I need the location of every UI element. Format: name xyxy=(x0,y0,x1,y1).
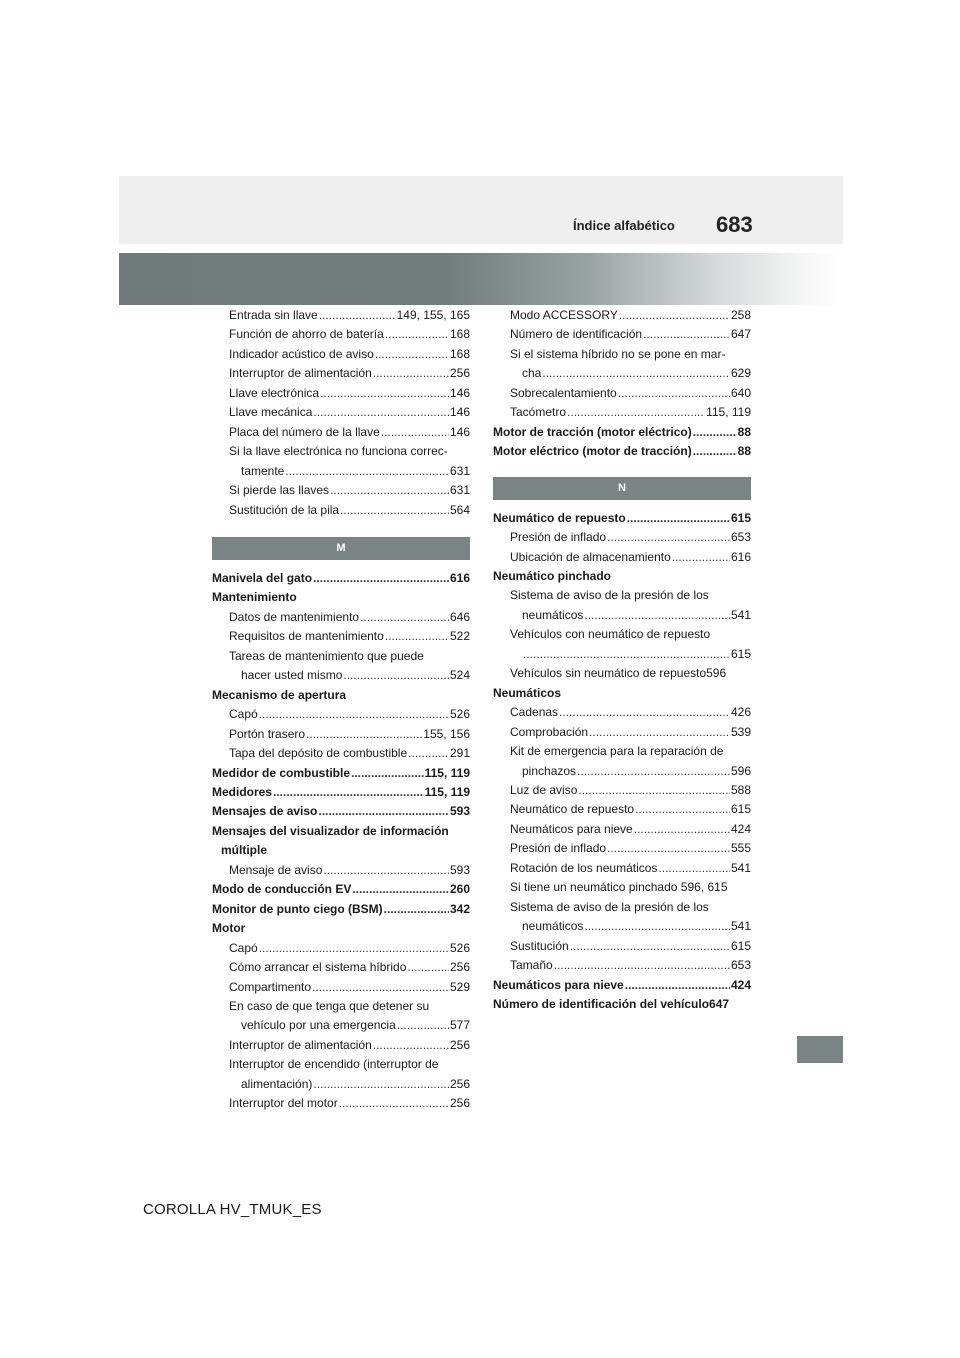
index-entry: Interruptor del motor ..... 256 xyxy=(212,1094,470,1113)
index-entry: Número de identificación del vehículo647 xyxy=(493,996,730,1011)
index-entry: Presión de inflado ..... 653 xyxy=(493,528,751,547)
index-entry: Llave electrónica ..... 146 xyxy=(212,384,470,403)
index-entry: Placa del número de la llave ..... 146 xyxy=(212,423,470,442)
index-entry: Neumático pinchado xyxy=(493,568,612,583)
index-entry: Presión de inflado ..... 555 xyxy=(493,839,751,858)
index-entry: Cómo arrancar el sistema híbrido ..... 256 xyxy=(212,958,470,977)
index-entry: Sustitución de la pila ..... 564 xyxy=(212,501,470,520)
letter-header-m: M xyxy=(212,537,470,560)
index-entry: Mensajes del visualizador de información xyxy=(212,823,449,838)
index-entry: Indicador acústico de aviso ..... 168 xyxy=(212,345,470,364)
index-entry: Motor de tracción (motor eléctrico) ..... 88 xyxy=(493,423,751,442)
index-entry: Si el sistema híbrido no se pone en mar- xyxy=(510,346,726,361)
index-column-left xyxy=(212,306,470,1114)
index-entry: Modo de conducción EV ..... 260 xyxy=(212,880,470,899)
index-group-right-top xyxy=(493,306,751,462)
index-entry: Comprobación ..... 539 xyxy=(493,723,751,742)
index-entry: Portón trasero ..... 155, 156 xyxy=(212,725,470,744)
index-entry: Si pierde las llaves ..... 631 xyxy=(212,481,470,500)
index-entry: cha ..... 629 xyxy=(493,364,751,383)
index-entry: Neumático de repuesto ..... 615 xyxy=(493,800,751,819)
index-entry: Mantenimiento xyxy=(212,590,297,605)
index-entry: Sobrecalentamiento ..... 640 xyxy=(493,384,751,403)
index-entry: Mecanismo de apertura xyxy=(212,687,347,702)
footer-model-code: COROLLA HV_TMUK_ES xyxy=(143,1201,322,1218)
index-entry: Neumáticos xyxy=(493,685,562,700)
index-entry: En caso de que tenga que detener su xyxy=(229,998,430,1013)
index-entry: Datos de mantenimiento ..... 646 xyxy=(212,608,470,627)
index-entry: hacer usted mismo ..... 524 xyxy=(212,666,470,685)
index-entry: Luz de aviso ..... 588 xyxy=(493,781,751,800)
index-entry: Neumático de repuesto ..... 615 xyxy=(493,509,751,528)
index-entry: Sustitución ..... 615 xyxy=(493,937,751,956)
index-entry: Compartimento ..... 529 xyxy=(212,978,470,997)
index-entry: Tareas de mantenimiento que puede xyxy=(229,648,424,663)
index-entry: Motor xyxy=(212,921,246,936)
index-entry: Capó ..... 526 xyxy=(212,705,470,724)
index-entry: ..... 615 xyxy=(493,645,751,664)
index-entry: Vehículos sin neumático de repuesto 596 xyxy=(510,666,727,681)
index-entry: Modo ACCESSORY ..... 258 xyxy=(493,306,751,325)
index-entry: Sistema de aviso de la presión de los xyxy=(510,899,709,914)
index-entry: vehículo por una emergencia ..... 577 xyxy=(212,1016,470,1035)
index-entry: Tapa del depósito de combustible ..... 291 xyxy=(212,744,470,763)
index-entry: Neumáticos para nieve ..... 424 xyxy=(493,820,751,839)
index-entry: Interruptor de alimentación ..... 256 xyxy=(212,1036,470,1055)
letter-header-n: N xyxy=(493,477,751,500)
index-group-m xyxy=(212,569,470,1114)
side-thumb-tab xyxy=(797,1036,843,1063)
index-entry: Kit de emergencia para la reparación de xyxy=(510,744,724,759)
index-entry: Función de ahorro de batería ..... 168 xyxy=(212,325,470,344)
index-entry: Medidores ..... 115, 119 xyxy=(212,783,470,802)
index-entry: Sistema de aviso de la presión de los xyxy=(510,588,709,603)
index-entry: Capó ..... 526 xyxy=(212,939,470,958)
index-entry: Interruptor de alimentación ..... 256 xyxy=(212,364,470,383)
index-entry: Entrada sin llave ..... 149, 155, 165 xyxy=(212,306,470,325)
index-entry: Llave mecánica ..... 146 xyxy=(212,403,470,422)
index-entry: pinchazos ..... 596 xyxy=(493,762,751,781)
index-entry: Cadenas ..... 426 xyxy=(493,703,751,722)
index-entry: Neumáticos para nieve ..... 424 xyxy=(493,976,751,995)
index-entry: múltiple xyxy=(221,843,268,858)
index-column-right xyxy=(493,306,751,1014)
index-entry: Tamaño ..... 653 xyxy=(493,956,751,975)
page-number: 683 xyxy=(716,212,753,237)
index-entry: Si tiene un neumático pinchado 596, 615 xyxy=(510,880,728,895)
index-entry: alimentación) ..... 256 xyxy=(212,1075,470,1094)
index-entry: neumáticos ..... 541 xyxy=(493,606,751,625)
index-group-n xyxy=(493,509,751,1015)
section-title: Índice alfabético xyxy=(573,218,675,233)
index-entry: Mensajes de aviso ..... 593 xyxy=(212,802,470,821)
index-entry: Mensaje de aviso ..... 593 xyxy=(212,861,470,880)
index-entry: Interruptor de encendido (interruptor de xyxy=(229,1057,439,1072)
index-entry: Tacómetro ..... 115, 119 xyxy=(493,403,751,422)
index-entry: Si la llave electrónica no funciona correc- xyxy=(229,444,448,459)
index-entry: Requisitos de mantenimiento ..... 522 xyxy=(212,627,470,646)
index-entry: Motor eléctrico (motor de tracción) ..... 88 xyxy=(493,442,751,461)
index-entry: Medidor de combustible ..... 115, 119 xyxy=(212,764,470,783)
index-entry: Vehículos con neumático de repuesto xyxy=(510,627,711,642)
index-entry: Manivela del gato ..... 616 xyxy=(212,569,470,588)
index-entry: tamente ..... 631 xyxy=(212,462,470,481)
index-entry: Número de identificación ..... 647 xyxy=(493,325,751,344)
index-entry: Rotación de los neumáticos ..... 541 xyxy=(493,859,751,878)
header-gradient-bar xyxy=(119,253,843,305)
index-entry: neumáticos ..... 541 xyxy=(493,917,751,936)
index-entry: Monitor de punto ciego (BSM) ..... 342 xyxy=(212,900,470,919)
index-group-left-top xyxy=(212,306,470,520)
index-entry: Ubicación de almacenamiento ..... 616 xyxy=(493,548,751,567)
